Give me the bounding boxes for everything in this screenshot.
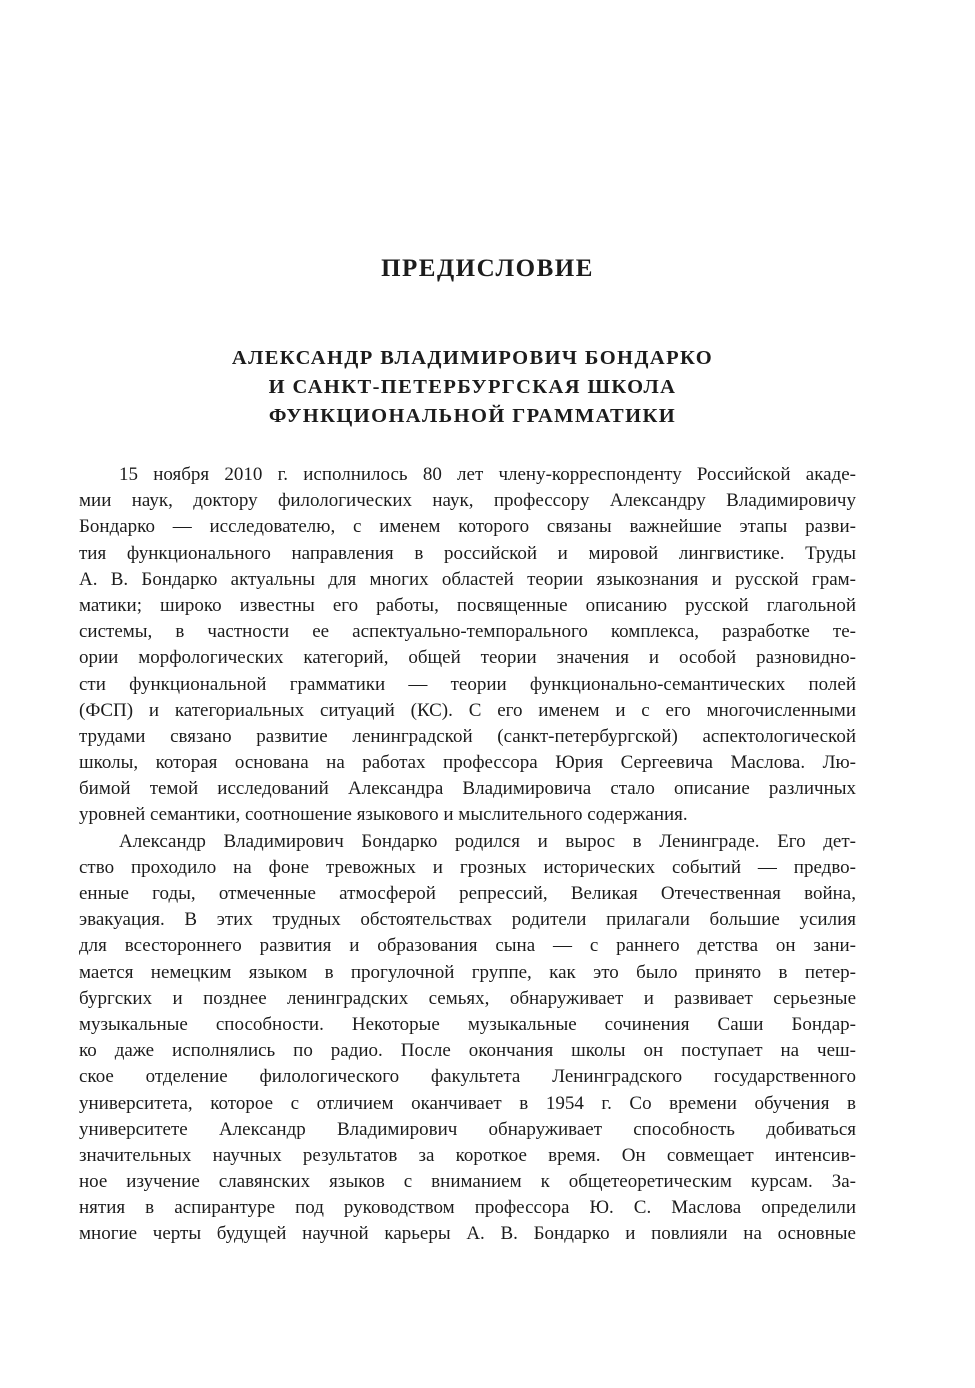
text-line: многие черты будущей научной карьеры А. В. Бондарко и повлияли на основные xyxy=(79,1223,856,1245)
text-line: эвакуация. В этих трудных обстоятельствах родители прилагали большие усилия xyxy=(79,909,856,931)
text-line: ко даже исполнялись по радио. После окончания школы он поступает на чеш- xyxy=(79,1040,856,1062)
text-line: университете Александр Владимирович обнаруживает способность добиваться xyxy=(79,1118,856,1140)
text-line: музыкальные способности. Некоторые музыкальные сочинения Саши Бондар- xyxy=(79,1013,856,1035)
text-line: (ФСП) и категориальных ситуаций (КС). С его именем и с его многочисленными xyxy=(79,699,856,721)
text-line: бимой темой исследований Александра Владимировича стало описание различных xyxy=(79,778,856,800)
article-title-line: АЛЕКСАНДР ВЛАДИМИРОВИЧ БОНДАРКО xyxy=(231,347,714,369)
text-line: для всестороннего развития и образования сына — с раннего детства он зани- xyxy=(79,935,856,957)
paragraph-1 xyxy=(79,462,856,829)
text-line: университета, которое с отличием оканчивает в 1954 г. Со времени обучения в xyxy=(79,1092,856,1114)
text-line: Александр Владимирович Бондарко родился и вырос в Ленинграде. Его дет- xyxy=(119,830,856,852)
text-line: мается немецким языком в прогулочной группе, как это было принято в петер- xyxy=(79,961,856,983)
text-line: ории морфологических категорий, общей теории значения и особой разновидно- xyxy=(79,647,856,669)
article-title xyxy=(0,344,945,431)
text-line: системы, в частности ее аспектуально-темпорального комплекса, разработке те- xyxy=(79,621,856,643)
text-line: ство проходило на фоне тревожных и грозных исторических событий — предво- xyxy=(79,856,856,878)
text-line: бургских и позднее ленинградских семьях, обнаруживает и развивает серьезные xyxy=(79,987,856,1009)
text-line: енные годы, отмеченные атмосферой репрессий, Великая Отечественная война, xyxy=(79,883,856,904)
article-title-line: И САНКТ-ПЕТЕРБУРГСКАЯ ШКОЛА xyxy=(268,376,677,398)
text-line: тия функционального направления в российской и мировой лингвистике. Труды xyxy=(79,542,856,564)
text-line: сти функциональной грамматики — теории функционально-семантических полей xyxy=(79,673,856,695)
text-line: мии наук, доктору филологических наук, профессору Александру Владимировичу xyxy=(79,490,856,512)
text-line: Бондарко — исследователю, с именем которого связаны важнейшие этапы разви- xyxy=(79,516,856,538)
article-title-line: ФУНКЦИОНАЛЬНОЙ ГРАММАТИКИ xyxy=(268,405,677,427)
text-line: 15 ноября 2010 г. исполнилось 80 лет члену-корреспонденту Российской акаде- xyxy=(119,464,856,485)
text-line: значительных научных результатов за короткое время. Он совмещает интенсив- xyxy=(79,1144,856,1166)
text-line: трудами связано развитие ленинградской (санкт-петербургской) аспектологической xyxy=(79,725,856,747)
text-line: А. В. Бондарко актуальны для многих областей теории языкознания и русской грам- xyxy=(79,568,856,590)
text-line: уровней семантики, соотношение языкового и мыслительного содержания. xyxy=(79,804,688,826)
text-line: ское отделение филологического факультета Ленинградского государственного xyxy=(79,1066,856,1088)
body-text xyxy=(79,462,856,1248)
paragraph-2 xyxy=(79,829,856,1248)
text-line: ное изучение славянских языков с вниманием к общетеоретическим курсам. За- xyxy=(79,1171,856,1193)
text-line: нятия в аспирантуре под руководством профессора Ю. С. Маслова определили xyxy=(79,1197,856,1219)
text-line: матики; широко известны его работы, посвященные описанию русской глагольной xyxy=(79,594,856,616)
text-line: школы, которая основана на работах профессора Юрия Сергеевича Маслова. Лю- xyxy=(79,752,856,774)
section-title: ПРЕДИСЛОВИЕ xyxy=(381,255,594,282)
